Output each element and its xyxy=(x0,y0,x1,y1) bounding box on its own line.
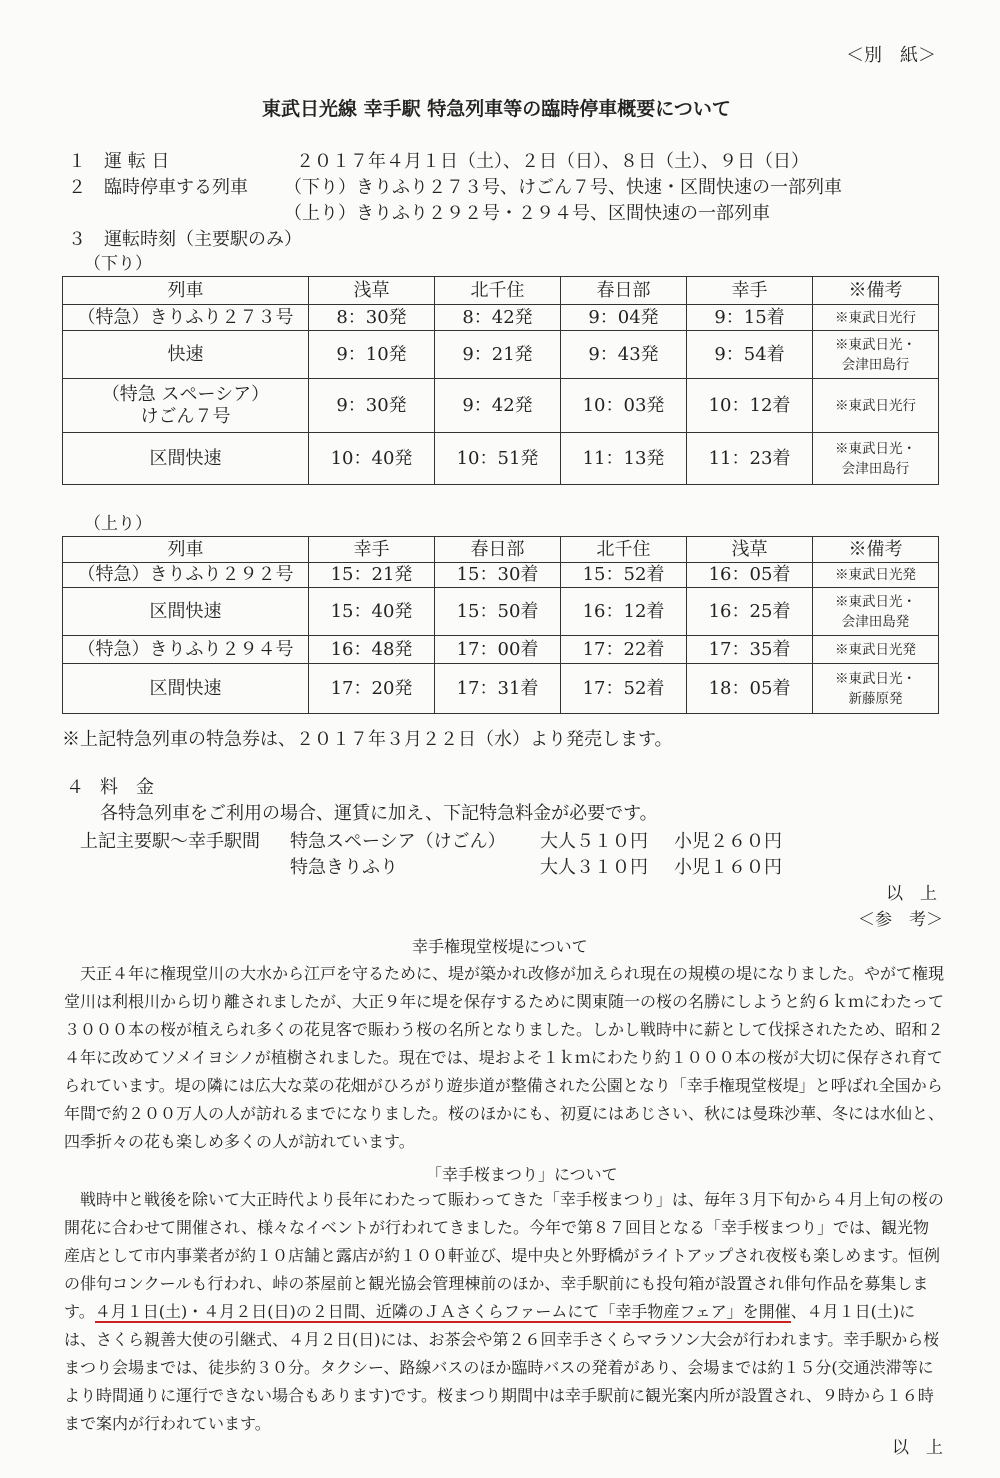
s1-value: ２０１７年４月１日（土）、２日（日）、８日（土）、９日（日） xyxy=(296,151,809,172)
sakura-body: 天正４年に権現堂川の大水から江戸を守るために、堤が築かれ改修が加えられ現在の規模の堤になりました。やがて権現堂川は利根川から切り離されましたが、大正９年に堤を保存するために関東随一の桜の名勝にしようと約６ｋｍにわたって３０００本の桜が植えられ多くの花見客で賑わう桜の名所となりました。しかし戦時中に薪として伐採されたため、昭和２４年に改めてソメイヨシノが植樹されました。現在では、堤およそ１ｋｍにわたり約１０００本の桜が大切に保存され育てられています。堤の隣には広大な菜の花畑がひろがり遊歩道が整備された公園となり「幸手権現堂桜堤」と呼ばれ全国から年間で約２００万人の人が訪れるまでになりました。桜のほかにも、初夏にはあじさい、秋には曼珠沙華、冬には水仙と、四季折々の花も楽しめ多くの人が訪れています。 xyxy=(64,964,945,1151)
table-row xyxy=(63,331,939,379)
s2-up-trains: （上り）きりふり２９２号・２９４号、区間快速の一部列車 xyxy=(284,203,770,224)
header-station: 浅草 xyxy=(687,537,813,563)
time-cell: 9：21発 xyxy=(435,331,561,379)
remarks-line: ※東武日光・ xyxy=(835,593,916,610)
header-remarks: ※備考 xyxy=(813,277,939,305)
time-cell: 8：42発 xyxy=(435,305,561,331)
time-cell: 16：05着 xyxy=(687,563,813,588)
remarks-cell xyxy=(813,664,939,714)
header-station: 浅草 xyxy=(309,277,435,305)
time-cell: 10：03発 xyxy=(561,379,687,433)
s4-number: ４ xyxy=(66,777,84,798)
table-row xyxy=(63,563,939,588)
reference-label: ＜参 考＞ xyxy=(858,910,943,930)
remarks-line: 会津田島行 xyxy=(841,356,910,373)
remarks-cell: ※東武日光発 xyxy=(813,636,939,664)
s2-label: 臨時停車する列車 xyxy=(104,177,248,198)
train-name: 区間快速 xyxy=(63,433,309,485)
remarks-cell: ※東武日光行 xyxy=(813,305,939,331)
s4-label: 料 金 xyxy=(100,777,154,798)
header-station: 春日部 xyxy=(561,277,687,305)
train-name: （特急）きりふり２９４号 xyxy=(63,636,309,664)
time-cell: 18：05着 xyxy=(687,664,813,714)
header-station: 幸手 xyxy=(687,277,813,305)
fare-intro: 各特急列車をご利用の場合、運賃に加え、下記特急料金が必要です。 xyxy=(100,803,658,824)
time-cell: 9：10発 xyxy=(309,331,435,379)
time-cell: 15：21発 xyxy=(309,563,435,588)
time-cell: 17：00着 xyxy=(435,636,561,664)
time-cell: 9：54着 xyxy=(687,331,813,379)
remarks-line: 新藤原発 xyxy=(848,690,903,707)
train-name: 快速 xyxy=(63,331,309,379)
fare-route: 上記主要駅～幸手駅間 xyxy=(80,831,260,852)
fare-child: 小児２６０円 xyxy=(674,831,782,852)
header-station: 北千住 xyxy=(561,537,687,563)
s3-number: ３ xyxy=(68,229,86,250)
up-timetable xyxy=(62,536,939,714)
table-row xyxy=(63,305,939,331)
table-row xyxy=(63,433,939,485)
time-cell: 17：20発 xyxy=(309,664,435,714)
time-cell: 9：15着 xyxy=(687,305,813,331)
s2-down-trains: （下り）きりふり２７３号、けごん７号、快速・区間快速の一部列車 xyxy=(284,177,842,198)
ticket-note: ※上記特急列車の特急券は、２０１７年３月２２日（水）より発売します。 xyxy=(62,729,673,750)
header-station: 北千住 xyxy=(435,277,561,305)
table-row xyxy=(63,379,939,433)
time-cell: 9：42発 xyxy=(435,379,561,433)
train-name: 区間快速 xyxy=(63,588,309,636)
sakura-title: 幸手権現堂桜堤について xyxy=(412,937,588,956)
header-train: 列車 xyxy=(63,277,309,305)
matsuri-body-part: 、４月１日(土)には、さくら親善大使の引継式、４月２日(日)には、お茶会や第２６回幸手さくらマラソン大会が行われます。幸手駅から桜まつり会場までは、徒歩約３０分。タクシー、路線バスのほか臨時バスの発着があり、会場までは約１５分(交通渋滞等により時間通りに運行できない場合もあります)です。桜まつり期間中は幸手駅前に観光案内所が設置され、９時から１６時まで案内が行われています。 xyxy=(64,1302,940,1433)
header-train: 列車 xyxy=(63,537,309,563)
s2-number: ２ xyxy=(68,177,86,198)
header-station: 幸手 xyxy=(309,537,435,563)
remarks-line: 会津田島行 xyxy=(841,460,910,477)
time-cell: 17：22着 xyxy=(561,636,687,664)
matsuri-body xyxy=(64,1186,944,1438)
time-cell: 11：13発 xyxy=(561,433,687,485)
train-name: 区間快速 xyxy=(63,664,309,714)
closing-mark: 以 上 xyxy=(892,1438,943,1458)
remarks-cell xyxy=(813,433,939,485)
fare-name: 特急きりふり xyxy=(290,857,398,878)
fare-adult: 大人５１０円 xyxy=(540,831,648,852)
remarks-cell xyxy=(813,331,939,379)
remarks-cell xyxy=(813,588,939,636)
matsuri-paragraph xyxy=(64,1186,944,1438)
remarks-cell: ※東武日光発 xyxy=(813,563,939,588)
fare-child: 小児１６０円 xyxy=(674,857,782,878)
fare-name: 特急スペーシア（けごん） xyxy=(290,831,506,852)
up-caption: （上り） xyxy=(84,514,152,534)
train-name xyxy=(63,379,309,433)
down-timetable xyxy=(62,276,939,485)
time-cell: 9：30発 xyxy=(309,379,435,433)
time-cell: 10：51発 xyxy=(435,433,561,485)
time-cell: 15：50着 xyxy=(435,588,561,636)
remarks-line: ※東武日光・ xyxy=(835,336,916,353)
attachment-label: ＜別 紙＞ xyxy=(846,45,936,66)
time-cell: 9：04発 xyxy=(561,305,687,331)
train-name: （特急）きりふり２７３号 xyxy=(63,305,309,331)
time-cell: 10：12着 xyxy=(687,379,813,433)
time-cell: 17：52着 xyxy=(561,664,687,714)
time-cell: 16：48発 xyxy=(309,636,435,664)
down-caption: （下り） xyxy=(84,254,152,274)
time-cell: 17：35着 xyxy=(687,636,813,664)
page-title: 東武日光線 幸手駅 特急列車等の臨時停車概要について xyxy=(262,98,731,120)
train-name-line: （特急 スペーシア） xyxy=(101,383,270,405)
table-header-row xyxy=(63,537,939,563)
time-cell: 15：52着 xyxy=(561,563,687,588)
train-name: （特急）きりふり２９２号 xyxy=(63,563,309,588)
table-row xyxy=(63,636,939,664)
table-row xyxy=(63,588,939,636)
time-cell: 16：12着 xyxy=(561,588,687,636)
time-cell: 16：25着 xyxy=(687,588,813,636)
matsuri-highlight: ４月１日(土)・４月２日(日)の２日間、近隣のＪＡさくらファームにて「幸手物産フェア」を開催 xyxy=(94,1302,791,1321)
time-cell: 10：40発 xyxy=(309,433,435,485)
table-header-row xyxy=(63,277,939,305)
time-cell: 8：30発 xyxy=(309,305,435,331)
remarks-line: ※東武日光・ xyxy=(835,670,916,687)
fare-adult: 大人３１０円 xyxy=(540,857,648,878)
time-cell: 15：30着 xyxy=(435,563,561,588)
remarks-cell: ※東武日光行 xyxy=(813,379,939,433)
closing-mark: 以 上 xyxy=(886,884,937,904)
matsuri-body-part: 戦時中と戦後を除いて大正時代より長年にわたって賑わってきた「幸手桜まつり」は、毎年３月下旬から４月上旬の桜の開花に合わせて開催され、様々なイベントが行われてきました。今年で第８７回目となる「幸手桜まつり」では、観光物産店として市内事業者が約１０店舗と露店が約１００軒並び、堤中央と外野橋がライトアップされ夜桜も楽しめます。恒例の俳句コンクールも行われ、峠の茶屋前と観光協会管理棟前のほか、幸手駅前にも投句箱が設置され俳句作品を募集します。 xyxy=(64,1190,944,1321)
s3-label: 運転時刻（主要駅のみ） xyxy=(104,229,302,250)
time-cell: 11：23着 xyxy=(687,433,813,485)
time-cell: 17：31着 xyxy=(435,664,561,714)
time-cell: 9：43発 xyxy=(561,331,687,379)
header-station: 春日部 xyxy=(435,537,561,563)
header-remarks: ※備考 xyxy=(813,537,939,563)
matsuri-title: 「幸手桜まつり」について xyxy=(426,1165,618,1184)
remarks-line: 会津田島発 xyxy=(841,613,910,630)
time-cell: 15：40発 xyxy=(309,588,435,636)
remarks-line: ※東武日光・ xyxy=(835,440,916,457)
train-name-line: けごん７号 xyxy=(140,405,231,427)
table-row xyxy=(63,664,939,714)
sakura-paragraph xyxy=(64,960,944,1156)
s1-number: １ xyxy=(68,151,86,172)
s1-label: 運 転 日 xyxy=(104,151,170,172)
